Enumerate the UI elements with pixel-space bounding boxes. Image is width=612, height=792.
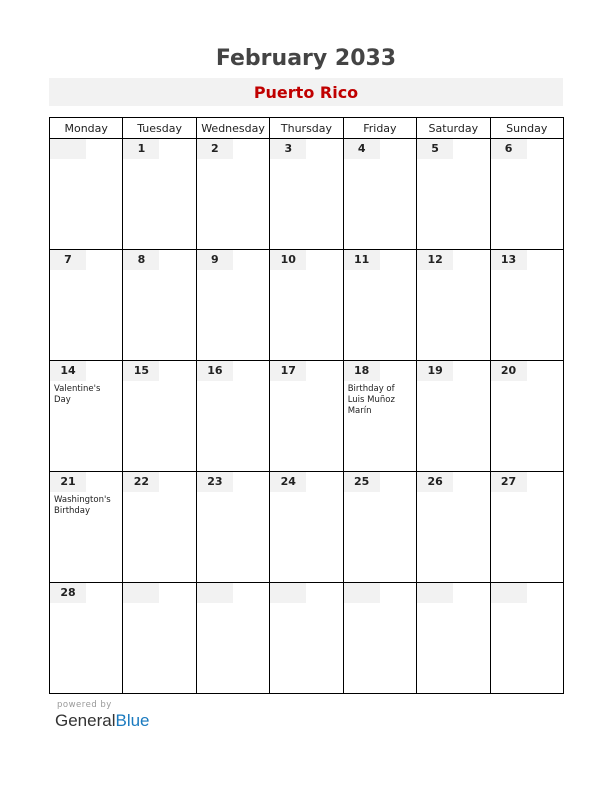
day-cell bbox=[196, 583, 269, 694]
day-cell bbox=[270, 361, 343, 472]
weekday-thursday: Thursday bbox=[270, 118, 343, 139]
weekday-saturday: Saturday bbox=[417, 118, 490, 139]
day-number: 22 bbox=[123, 472, 159, 492]
day-number: 3 bbox=[270, 139, 306, 159]
day-cell bbox=[490, 583, 563, 694]
day-cell bbox=[196, 250, 269, 361]
day-number: 6 bbox=[491, 139, 527, 159]
day-number bbox=[491, 583, 527, 603]
week-row-5 bbox=[50, 583, 564, 694]
day-number: 25 bbox=[344, 472, 380, 492]
day-number: 4 bbox=[344, 139, 380, 159]
day-number bbox=[344, 583, 380, 603]
day-number bbox=[270, 583, 306, 603]
day-number bbox=[417, 583, 453, 603]
day-number: 26 bbox=[417, 472, 453, 492]
week-row-3 bbox=[50, 361, 564, 472]
day-number bbox=[123, 583, 159, 603]
day-cell bbox=[196, 472, 269, 583]
day-number: 11 bbox=[344, 250, 380, 270]
day-cell bbox=[343, 472, 416, 583]
day-number: 9 bbox=[197, 250, 233, 270]
calendar-grid bbox=[49, 117, 564, 694]
holiday-label: Washington's Birthday bbox=[54, 495, 111, 516]
day-cell bbox=[196, 361, 269, 472]
day-cell bbox=[123, 583, 196, 694]
day-number: 14 bbox=[50, 361, 86, 381]
day-number: 17 bbox=[270, 361, 306, 381]
day-number bbox=[197, 583, 233, 603]
day-number: 28 bbox=[50, 583, 86, 603]
day-cell bbox=[417, 250, 490, 361]
day-number: 24 bbox=[270, 472, 306, 492]
day-cell bbox=[270, 139, 343, 250]
day-number: 16 bbox=[197, 361, 233, 381]
day-cell bbox=[50, 361, 123, 472]
country-banner bbox=[49, 78, 563, 106]
day-number bbox=[50, 139, 86, 159]
week-row-4 bbox=[50, 472, 564, 583]
weekday-wednesday: Wednesday bbox=[196, 118, 269, 139]
day-cell bbox=[123, 139, 196, 250]
day-cell bbox=[270, 472, 343, 583]
day-number: 27 bbox=[491, 472, 527, 492]
brand-general: General bbox=[55, 711, 116, 730]
day-number: 18 bbox=[344, 361, 380, 381]
brand-logo[interactable] bbox=[55, 711, 150, 731]
day-cell bbox=[343, 250, 416, 361]
day-number: 13 bbox=[491, 250, 527, 270]
day-number: 23 bbox=[197, 472, 233, 492]
day-number: 2 bbox=[197, 139, 233, 159]
day-cell bbox=[270, 250, 343, 361]
day-cell bbox=[343, 361, 416, 472]
day-number: 7 bbox=[50, 250, 86, 270]
footer bbox=[55, 700, 150, 731]
holiday-label: Birthday of Luis Muñoz Marín bbox=[347, 384, 395, 416]
day-cell bbox=[343, 583, 416, 694]
day-cell bbox=[490, 472, 563, 583]
weekday-header-row bbox=[50, 118, 564, 139]
weekday-sunday: Sunday bbox=[490, 118, 563, 139]
day-number: 21 bbox=[50, 472, 86, 492]
week-row-1 bbox=[50, 139, 564, 250]
day-number: 15 bbox=[123, 361, 159, 381]
day-number: 1 bbox=[123, 139, 159, 159]
brand-blue: Blue bbox=[115, 711, 150, 730]
calendar-title: February 2033 bbox=[215, 46, 397, 71]
day-cell bbox=[123, 250, 196, 361]
day-number: 12 bbox=[417, 250, 453, 270]
day-cell bbox=[417, 139, 490, 250]
day-cell bbox=[50, 583, 123, 694]
day-cell bbox=[417, 472, 490, 583]
day-number: 8 bbox=[123, 250, 159, 270]
day-cell bbox=[417, 361, 490, 472]
day-number: 10 bbox=[270, 250, 306, 270]
country-name: Puerto Rico bbox=[253, 82, 359, 102]
weekday-monday: Monday bbox=[50, 118, 123, 139]
day-number: 19 bbox=[417, 361, 453, 381]
holiday-label: Valentine's Day bbox=[54, 384, 101, 405]
day-number: 20 bbox=[491, 361, 527, 381]
day-cell bbox=[50, 472, 123, 583]
powered-by-text: powered by bbox=[57, 700, 112, 710]
day-cell bbox=[417, 583, 490, 694]
day-cell bbox=[196, 139, 269, 250]
day-cell bbox=[123, 472, 196, 583]
day-cell bbox=[123, 361, 196, 472]
day-cell bbox=[343, 139, 416, 250]
day-cell bbox=[270, 583, 343, 694]
day-cell bbox=[490, 361, 563, 472]
weekday-friday: Friday bbox=[343, 118, 416, 139]
day-cell bbox=[50, 250, 123, 361]
weekday-tuesday: Tuesday bbox=[123, 118, 196, 139]
day-number: 5 bbox=[417, 139, 453, 159]
day-cell bbox=[490, 250, 563, 361]
week-row-2 bbox=[50, 250, 564, 361]
day-cell bbox=[490, 139, 563, 250]
day-cell bbox=[50, 139, 123, 250]
